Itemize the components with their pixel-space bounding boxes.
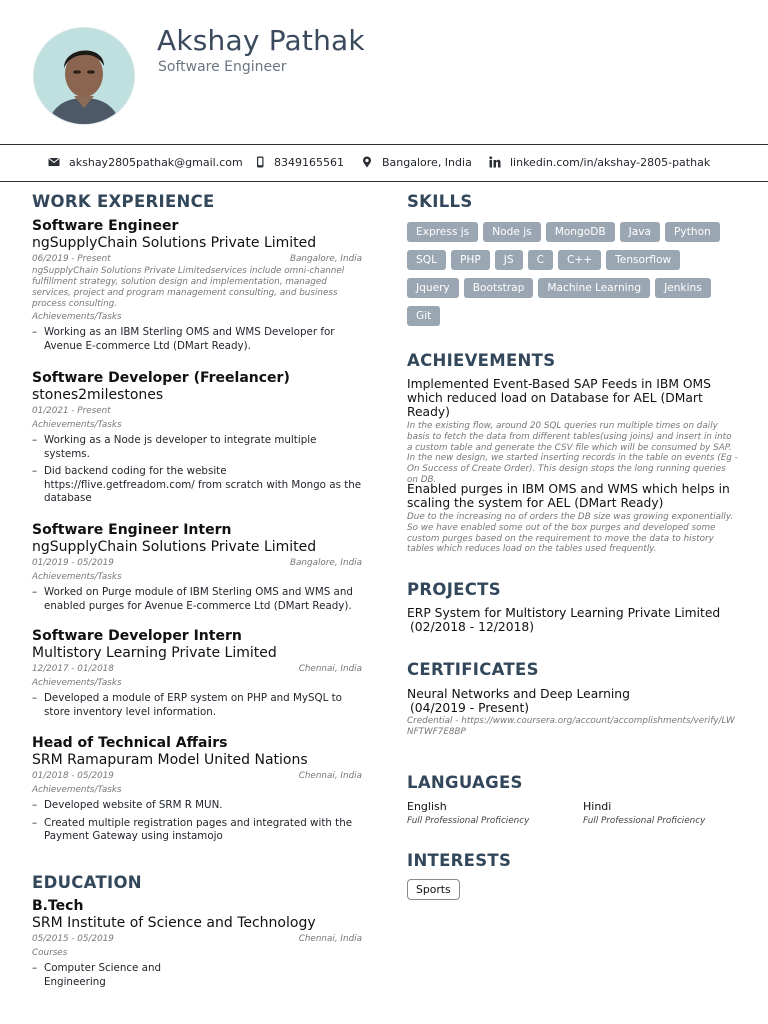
job-entry — [32, 370, 362, 510]
education-location: Chennai, India — [298, 934, 362, 944]
work-experience-heading: WORK EXPERIENCE — [32, 192, 215, 211]
job-title: Software Developer Intern — [32, 628, 242, 644]
skill-tag: Jquery — [407, 278, 459, 298]
job-dates: 06/2019 - Present — [32, 254, 111, 264]
phone-number[interactable]: 8349165561 — [274, 156, 344, 169]
education-meta — [32, 933, 362, 946]
skill-tag: JS — [495, 250, 523, 270]
task-list — [32, 586, 362, 613]
skill-tag: Machine Learning — [538, 278, 650, 298]
achievement-description: Due to the increasing no of orders the DB size was growing exponentially. So we have enabled some out of the box purges and developed some custom purges based on the requirement to move the data to history tables which reduces load on the tables used frequently. — [407, 512, 734, 555]
task-item: – Created multiple registration pages and integrated with the Payment Gateway using instamojo — [32, 817, 362, 844]
job-description: ngSupplyChain Solutions Private Limitedservices include omni-channel fulfillment strategy, solution design and implementation, managed services, project and program management consulting, and business process consulting. — [32, 266, 345, 309]
job-dates: 12/2017 - 01/2018 — [32, 664, 114, 674]
language-name: Hindi — [583, 800, 612, 813]
school-name: SRM Institute of Science and Technology — [32, 915, 316, 931]
job-company: ngSupplyChain Solutions Private Limited — [32, 539, 317, 555]
email-link[interactable]: akshay2805pathak@gmail.com — [69, 156, 243, 169]
job-dates: 01/2021 - Present — [32, 406, 111, 416]
job-entry — [32, 522, 362, 617]
language-name: English — [407, 800, 447, 813]
courses-subheading: Courses — [32, 948, 68, 958]
interests-heading: INTERESTS — [407, 851, 512, 870]
project-entry — [407, 606, 739, 634]
job-location: Chennai, India — [298, 771, 362, 781]
linkedin-icon — [489, 156, 501, 168]
skill-tag: C — [528, 250, 553, 270]
job-entry — [32, 735, 362, 848]
task-list — [32, 692, 362, 719]
skill-tag: Bootstrap — [464, 278, 534, 298]
job-meta — [32, 770, 362, 783]
skill-tag: Java — [620, 222, 660, 242]
task-list — [32, 326, 362, 353]
job-subheading: Achievements/Tasks — [32, 785, 122, 795]
language-level: Full Professional Proficiency — [407, 816, 530, 826]
phone-icon — [254, 156, 266, 168]
job-title: Software Engineer Intern — [32, 522, 232, 538]
contact-bar — [0, 144, 768, 182]
location-text: Bangalore, India — [382, 156, 472, 169]
job-title: Head of Technical Affairs — [32, 735, 228, 751]
certificate-credential[interactable]: Credential - https://www.coursera.org/account/accomplishments/verify/LWNFTWF7E8BP — [407, 716, 735, 737]
achievements-heading: ACHIEVEMENTS — [407, 351, 556, 370]
task-list — [32, 799, 362, 844]
achievement-entry — [407, 482, 739, 555]
skills-list — [407, 220, 747, 332]
job-meta — [32, 557, 362, 570]
job-company: SRM Ramapuram Model United Nations — [32, 752, 308, 768]
skill-tag: Tensorflow — [606, 250, 680, 270]
education-heading: EDUCATION — [32, 873, 142, 892]
job-title: Software Developer (Freelancer) — [32, 370, 290, 386]
job-location: Chennai, India — [298, 664, 362, 674]
education-dates: 05/2015 - 05/2019 — [32, 934, 114, 944]
task-item: – Working as a Node js developer to integrate multiple systems. — [32, 434, 362, 461]
job-company: Multistory Learning Private Limited — [32, 645, 277, 661]
job-company: ngSupplyChain Solutions Private Limited — [32, 235, 317, 251]
job-company: stones2milestones — [32, 387, 164, 403]
achievement-description: In the existing flow, around 20 SQL queries run multiple times on daily basis to fetch the data from different tables(using joins) and insert in into a custom table and generate the CSV file which will be consumed by SAP. In the new design, we started inserting records in the table on events (Eg - On Success of Create Order). This design stops the long running queries on DB. — [407, 421, 738, 485]
project-title: ERP System for Multistory Learning Private Limited — [407, 606, 721, 620]
certificate-dates: (04/2019 - Present) — [410, 701, 530, 715]
job-dates: 01/2019 - 05/2019 — [32, 558, 114, 568]
skill-tag: PHP — [451, 250, 490, 270]
achievement-entry — [407, 377, 739, 486]
certificate-title: Neural Networks and Deep Learning — [407, 687, 630, 701]
mail-icon — [48, 156, 60, 168]
job-location: Bangalore, India — [289, 558, 362, 568]
task-item: – Developed a module of ERP system on PHP and MySQL to store inventory level information. — [32, 692, 362, 719]
candidate-title: Software Engineer — [158, 59, 287, 75]
job-location: Bangalore, India — [289, 254, 362, 264]
skill-tag: MongoDB — [546, 222, 615, 242]
job-subheading: Achievements/Tasks — [32, 572, 122, 582]
profile-photo — [33, 27, 135, 125]
skill-tag: SQL — [407, 250, 446, 270]
skill-tag: Express js — [407, 222, 478, 242]
degree: B.Tech — [32, 898, 84, 914]
job-entry — [32, 218, 362, 357]
certificate-entry — [407, 687, 739, 738]
course-list — [32, 962, 172, 989]
language-level: Full Professional Proficiency — [583, 816, 706, 826]
linkedin-link[interactable]: linkedin.com/in/akshay-2805-pathak — [510, 156, 711, 169]
certificates-heading: CERTIFICATES — [407, 660, 539, 679]
interest-tag: Sports — [407, 879, 460, 900]
job-entry — [32, 628, 362, 723]
job-subheading: Achievements/Tasks — [32, 312, 122, 322]
task-list — [32, 434, 362, 506]
job-title: Software Engineer — [32, 218, 179, 234]
job-meta — [32, 663, 362, 676]
task-item: – Developed website of SRM R MUN. — [32, 799, 362, 813]
projects-heading: PROJECTS — [407, 580, 501, 599]
languages-heading: LANGUAGES — [407, 773, 523, 792]
candidate-name: Akshay Pathak — [157, 24, 365, 57]
skill-tag: Node js — [483, 222, 540, 242]
skill-tag: Git — [407, 306, 440, 326]
skill-tag: Python — [665, 222, 720, 242]
job-meta — [32, 405, 362, 418]
task-item: – Working as an IBM Sterling OMS and WMS Developer for Avenue E-commerce Ltd (DMart Ready). — [32, 326, 362, 353]
skills-heading: SKILLS — [407, 192, 473, 211]
project-dates: (02/2018 - 12/2018) — [410, 620, 535, 634]
education-entry — [32, 898, 362, 993]
skill-tag: Jenkins — [655, 278, 711, 298]
job-dates: 01/2018 - 05/2019 — [32, 771, 114, 781]
location-pin-icon — [361, 156, 373, 168]
achievement-title: Enabled purges in IBM OMS and WMS which helps in scaling the system for AEL (DMart Ready) — [407, 482, 730, 510]
job-subheading: Achievements/Tasks — [32, 678, 122, 688]
language-entry — [407, 800, 577, 826]
language-entry — [583, 800, 753, 826]
job-meta — [32, 253, 362, 266]
skill-tag: C++ — [558, 250, 601, 270]
achievement-title: Implemented Event-Based SAP Feeds in IBM OMS which reduced load on Database for AEL (DMart Ready) — [407, 377, 711, 419]
task-item: – Did backend coding for the website https://flive.getfreadom.com/ from scratch with Mongo as the database — [32, 465, 362, 506]
job-subheading: Achievements/Tasks — [32, 420, 122, 430]
task-item: – Worked on Purge module of IBM Sterling OMS and WMS and enabled purges for Avenue E-commerce Ltd (DMart Ready). — [32, 586, 362, 613]
course-item: – Computer Science and Engineering — [32, 962, 172, 989]
